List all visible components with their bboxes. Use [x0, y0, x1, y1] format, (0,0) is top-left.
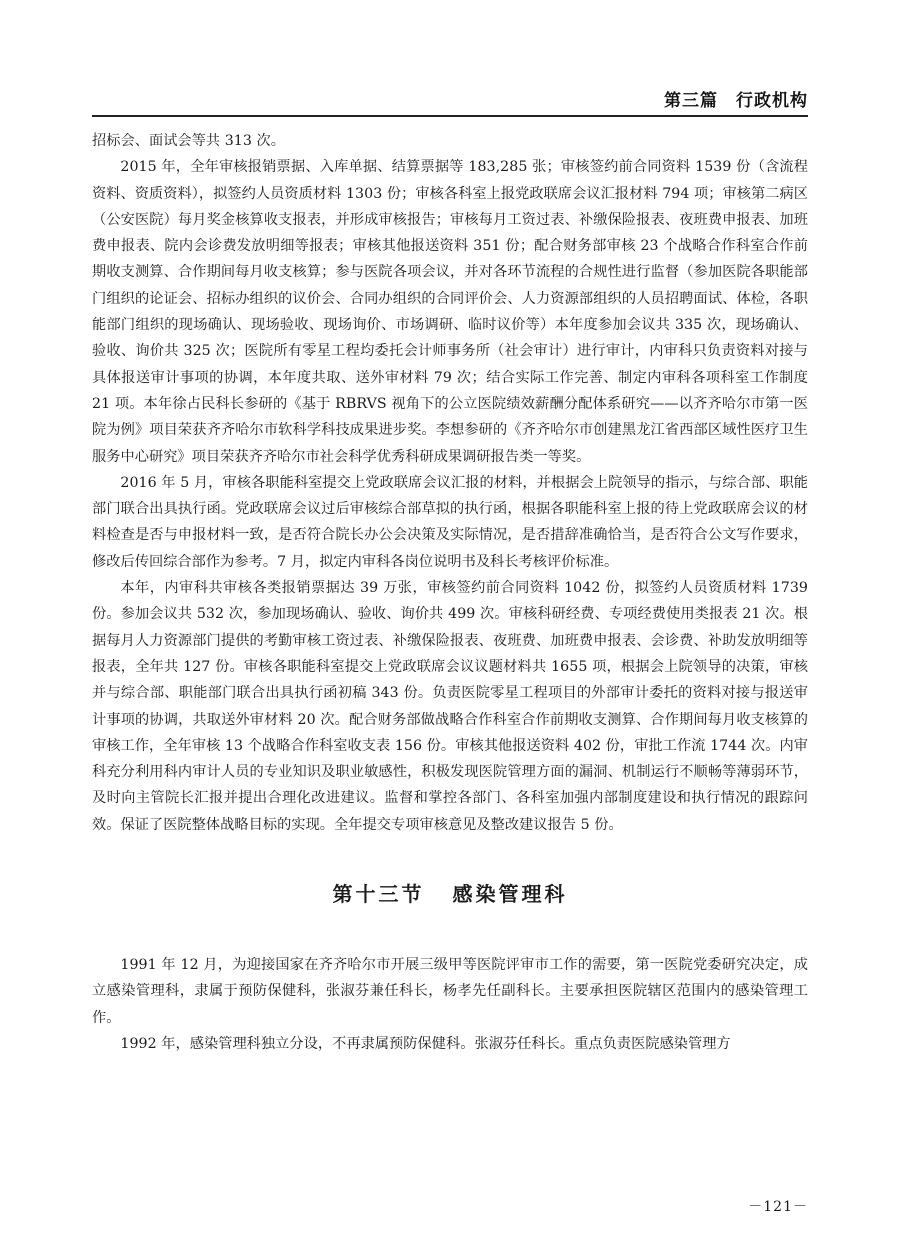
body-text [92, 128, 808, 1057]
section-number: 第十三节 [332, 882, 425, 907]
paragraph-2016-year: 本年，内审科共审核各类报销票据达 39 万张，审核签约前合同资料 1042 份，拟签约人员资质材料 1739 份。参加会议共 532 次，参加现场确认、验收、询价共 499 次。审核科研经费、专项经费使用类报表 21 次。根据每月人力资源部门提供的考勤审核工资过表、补缴保险报表、夜班费、加班费申报表、会诊费、补助发放明细等报表，全年共 127 份。审核各职能科室提交上党政联席会议议题材料共 1655 项，根据会上院领导的决策，审核并与综合部、职能部门联合出具执行函初稿 343 份。负责医院零星工程项目的外部审计委托的资料对接与报送审计事项的协调，共取送外审材料 20 次。配合财务部做战略合作科室合作前期收支测算、合作期间每月收支核算的审核工作，全年审核 13 个战略合作科室收支表 156 份。审核其他报送资料 402 份，审批工作流 1744 次。内审科充分利用科内审计人员的专业知识及职业敏感性，积极发现医院管理方面的漏洞、机制运行不顺畅等薄弱环节，及时向主管院长汇报并提出合理化改进建议。监督和掌控各部门、各科室加强内部制度建设和执行情况的跟踪问效。保证了医院整体战略目标的实现。全年提交专项审核意见及整改建议报告 5 份。 [92, 580, 808, 833]
section-heading [92, 878, 808, 907]
page-number: －121－ [748, 1199, 808, 1215]
paragraph-2016-may: 2016 年 5 月，审核各职能科室提交上党政联席会议汇报的材料，并根据会上院领导的指示，与综合部、职能部门联合出具执行函。党政联席会议过后审核综合部草拟的执行函，根据各职能科室上报的待上党政联席会议的材料检查是否与申报材料一致，是否符合院长办公会决策及实际情况，是否措辞准确恰当，是否符合公文写作要求，修改后传回综合部作为参考。7 月，拟定内审科各岗位说明书及科长考核评价标准。 [92, 474, 808, 570]
paragraph-1991: 1991 年 12 月，为迎接国家在齐齐哈尔市开展三级甲等医院评审市工作的需要，第一医院党委研究决定，成立感染管理科，隶属于预防保健科，张淑芬兼任科长，杨孝先任副科长。主要承担医院辖区范围内的感染管理工作。 [92, 957, 808, 1026]
header-rule [92, 115, 808, 117]
paragraph-2015: 2015 年，全年审核报销票据、入库单据、结算票据等 183,285 张；审核签约前合同资料 1539 份（含流程资料、资质资料），拟签约人员资质材料 1303 份；审核各科室上报党政联席会议汇报材料 794 项；审核第二病区（公安医院）每月奖金核算收支报表，并形成审核报告；审核每月工资过表、补缴保险报表、夜班费申报表、加班费申报表、院内会诊费发放明细等报表；审核其他报送资料 351 份；配合财务部审核 23 个战略合作科室合作前期收支测算、合作期间每月收支核算；参与医院各项会议，并对各环节流程的合规性进行监督（参加医院各职能部门组织的论证会、招标办组织的议价会、合同办组织的合同评价会、人力资源部组织的人员招聘面试、体检，各职能部门组织的现场确认、现场验收、现场询价、市场调研、临时议价等）本年度参加会议共 335 次，现场确认、验收、询价共 325 次；医院所有零星工程均委托会计师事务所（社会审计）进行审计，内审科只负责资料对接与具体报送审计事项的协调，本年度共取、送外审材料 79 次；结合实际工作完善、制定内审科各项科室工作制度 21 项。本年徐占民科长参研的《基于 RBRVS 视角下的公立医院绩效薪酬分配体系研究——以齐齐哈尔市第一医院为例》项目荣获齐齐哈尔市软科学科技成果进步奖。李想参研的《齐齐哈尔市创建黑龙江省西部区域性医疗卫生服务中心研究》项目荣获齐齐哈尔市社会科学优秀科研成果调研报告类一等奖。 [92, 159, 808, 465]
paragraph-1992: 1992 年，感染管理科独立分设，不再隶属预防保健科。张淑芬任科长。重点负责医院感染管理方 [120, 1035, 731, 1052]
section-title: 感染管理科 [452, 882, 568, 907]
paragraph-continuation: 招标会、面试会等共 313 次。 [92, 133, 285, 149]
running-header-title: 第三篇 行政机构 [664, 91, 808, 111]
